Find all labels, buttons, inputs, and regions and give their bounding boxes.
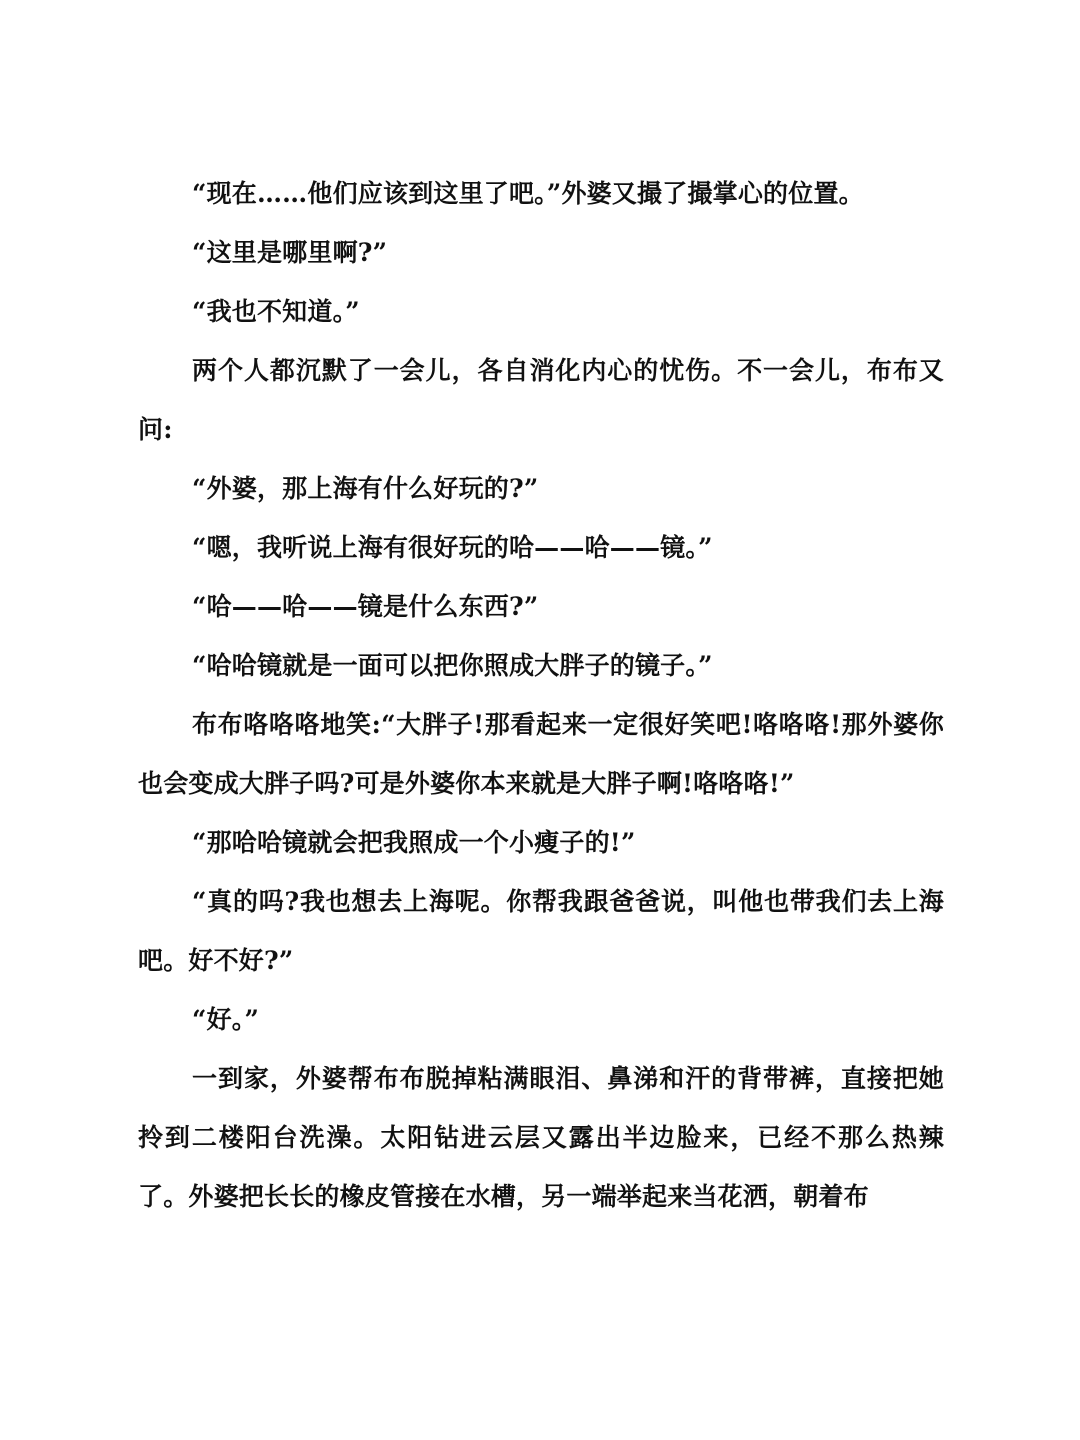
- paragraph: “那哈哈镜就会把我照成一个小瘦子的!”: [192, 828, 636, 857]
- paragraph: 布布咯咯咯地笑:“大胖子!那看起来一定很好笑吧!咯咯咯!那外婆你也会变成大胖子吗?可是外婆你本来就是大胖子啊!咯咯咯!”: [138, 710, 944, 798]
- paragraph: “我也不知道。”: [192, 297, 360, 326]
- paragraph: “嗯，我听说上海有很好玩的哈——哈——镜。”: [192, 533, 713, 562]
- paragraph: “外婆，那上海有什么好玩的?”: [192, 474, 539, 503]
- paragraph: “真的吗?我也想去上海呢。你帮我跟爸爸说，叫他也带我们去上海吧。好不好?”: [138, 887, 944, 975]
- paragraph: “这里是哪里啊?”: [192, 238, 388, 267]
- paragraph: “哈哈镜就是一面可以把你照成大胖子的镜子。”: [192, 651, 713, 680]
- page-text: [138, 164, 944, 1226]
- paragraph: “现在……他们应该到这里了吧。”外婆又撮了撮掌心的位置。: [192, 179, 864, 208]
- paragraph: 两个人都沉默了一会儿，各自消化内心的忧伤。不一会儿，布布又问:: [138, 356, 944, 444]
- paragraph: “好。”: [192, 1005, 260, 1034]
- paragraph: “哈——哈——镜是什么东西?”: [192, 592, 539, 621]
- paragraph: 一到家，外婆帮布布脱掉粘满眼泪、鼻涕和汗的背带裤，直接把她拎到二楼阳台洗澡。太阳钻进云层又露出半边脸来，已经不那么热辣了。外婆把长长的橡皮管接在水槽，另一端举起来当花洒，朝着布: [138, 1064, 944, 1211]
